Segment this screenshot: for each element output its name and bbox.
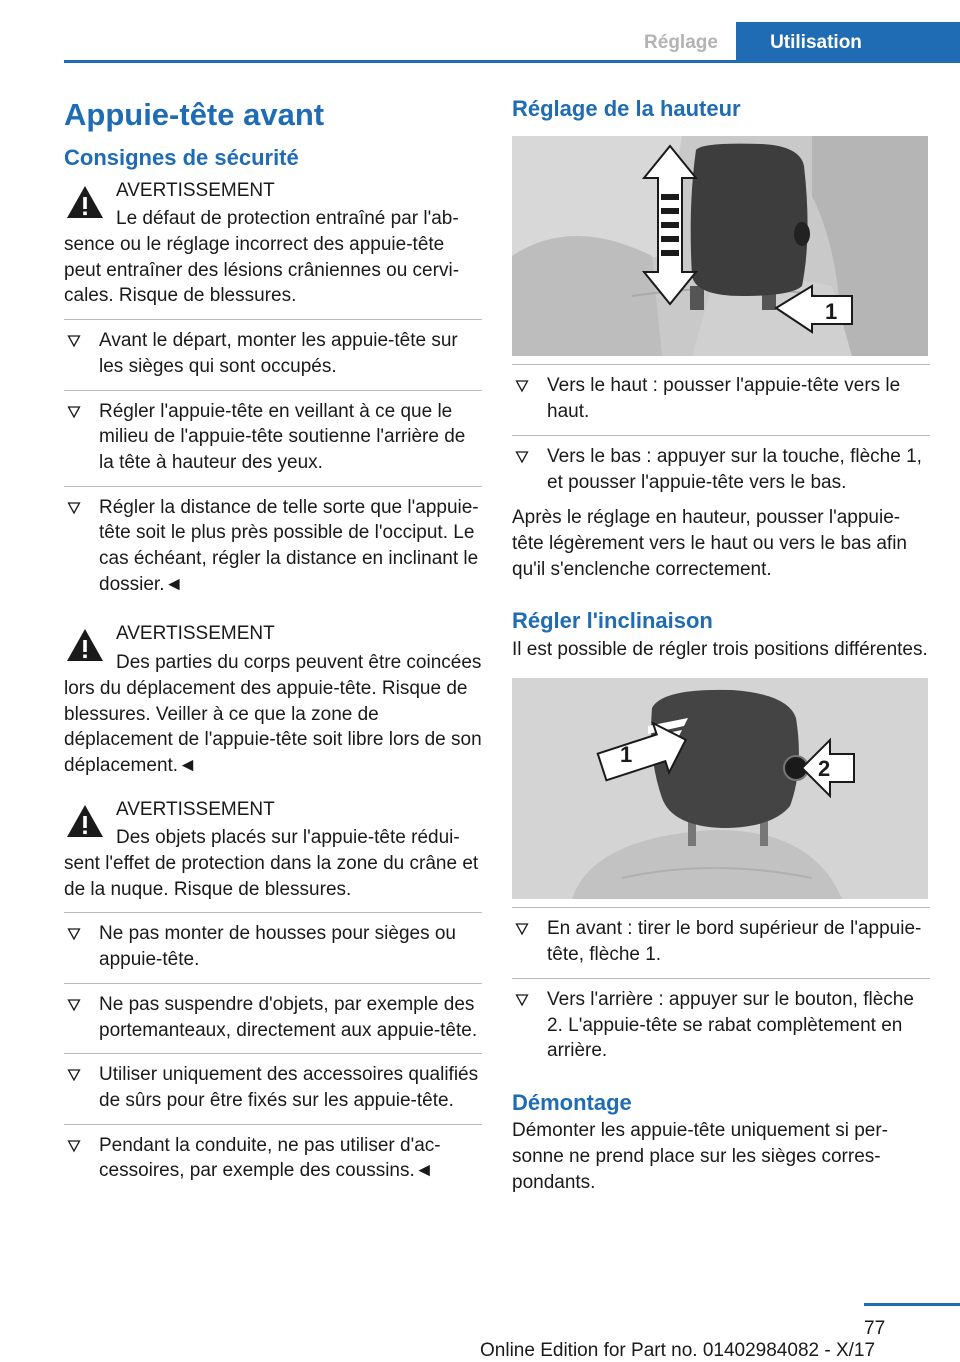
headrest-height-illustration: [512, 136, 928, 356]
list-item-text: Régler la distance de telle sorte que l'appuie-tête soit le plus près possible de l'occiput. Le cas échéant, régler la distance en inclinant le dossier.◄: [99, 496, 479, 595]
list-item-text: Vers le haut : pousser l'appuie-tête vers le haut.: [547, 375, 901, 423]
tab-reglage[interactable]: Réglage: [644, 32, 718, 53]
bullet-arrow-icon: [515, 379, 529, 393]
bullet-arrow-icon: [67, 1068, 81, 1082]
headrest-height-figure: [512, 136, 928, 356]
tilt-heading: Régler l'inclinaison: [512, 608, 713, 634]
list-item: [512, 979, 930, 1074]
safety-heading: Consignes de sécurité: [64, 145, 299, 171]
page-title: Appuie-tête avant: [64, 97, 325, 132]
list-item-text: Avant le départ, monter les appuie-tête sur les sièges qui sont occupés.: [99, 330, 458, 377]
list-item-text: Vers le bas : appuyer sur la touche, flèche 1, et pousser l'appuie-tête vers le bas.: [547, 445, 922, 493]
warning-text: Le défaut de protection entraîné par l'absence ou le réglage incorrect des appuie-tête peut entraîner des lésions crâniennes ou cervicales. Risque de blessures.: [64, 208, 460, 307]
tilt-list: [512, 907, 930, 1074]
list-item-text: Vers l'arrière : appuyer sur le bouton, flèche 2. L'appuie-tête se rabat complètement en arrière.: [547, 988, 914, 1062]
bullet-arrow-icon: [67, 1139, 81, 1153]
callout-label-1: 1: [825, 299, 838, 325]
list-item: [64, 391, 482, 487]
header-rule: [64, 60, 960, 63]
bullet-arrow-icon: [67, 927, 81, 941]
list-item: [64, 1125, 482, 1194]
warning-title: AVERTISSEMENT: [116, 623, 275, 645]
bullet-arrow-icon: [67, 501, 81, 515]
list-item: [512, 908, 930, 978]
bullet-arrow-icon: [515, 450, 529, 464]
list-item-text: Ne pas monter de housses pour sièges ou appuie-tête.: [99, 923, 456, 971]
warning-title: AVERTISSEMENT: [116, 179, 275, 201]
list-item-text: Utiliser uniquement des accessoires qualifiés de sûrs pour être fixés sur les appuie-tête.: [99, 1064, 479, 1111]
height-heading: Réglage de la hauteur: [512, 96, 741, 121]
bullet-arrow-icon: [67, 334, 81, 348]
bullet-arrow-icon: [515, 922, 529, 936]
warning-text: Des objets placés sur l'appuie-tête réduisent l'effet de protection dans la zone du crâne et de la nuque. Risque de blessures.: [64, 827, 479, 900]
left-column: [64, 96, 482, 1194]
list-item: [64, 320, 482, 390]
height-paragraph: Après le réglage en hauteur, pousser l'appuie-tête légèrement vers le haut ou vers le bas afin qu'il s'enclenche correctement.: [512, 507, 908, 580]
bullet-arrow-icon: [515, 993, 529, 1007]
height-list: [512, 364, 930, 505]
warning-title: AVERTISSEMENT: [116, 798, 275, 820]
tab-utilisation[interactable]: Utilisation: [736, 22, 960, 63]
warning-icon: [64, 182, 106, 222]
warning-icon: [64, 801, 106, 841]
list-item: [512, 365, 930, 435]
safety-list-1: [64, 319, 482, 607]
removal-paragraph: Démonter les appuie-tête uniquement si personne ne prend place sur les sièges correspondants.: [512, 1120, 888, 1193]
footer-rule: [864, 1303, 960, 1306]
list-item-text: Ne pas suspendre d'objets, par exemple des portemanteaux, directement aux appuie-tête.: [99, 993, 478, 1041]
list-item-text: Régler l'appuie-tête en veillant à ce que le milieu de l'appuie-tête soutienne l'arrière de la tête à hauteur des yeux.: [99, 400, 466, 473]
warning-block-2: [64, 621, 482, 778]
tilt-paragraph: Il est possible de régler trois positions différentes.: [512, 638, 928, 660]
list-item-text: Pendant la conduite, ne pas utiliser d'accessoires, par exemple des coussins.◄: [99, 1134, 441, 1182]
list-item-text: En avant : tirer le bord supérieur de l'appuie-tête, flèche 1.: [547, 918, 922, 966]
headrest-tilt-figure: [512, 678, 928, 899]
right-column: [512, 96, 930, 1195]
list-item: [64, 984, 482, 1054]
headrest-tilt-illustration: [512, 678, 928, 899]
bullet-arrow-icon: [67, 998, 81, 1012]
page-number: 77: [864, 1318, 886, 1339]
warning-icon: [64, 625, 106, 665]
warning-block-3: [64, 797, 482, 903]
list-item: [64, 913, 482, 983]
list-item: [64, 1054, 482, 1124]
bullet-arrow-icon: [67, 405, 81, 419]
safety-list-2: [64, 912, 482, 1194]
warning-text: Des parties du corps peuvent être coincées lors du déplacement des appuie-tête. Risque de blessures. Veiller à ce que la zone de déplacement de l'appuie-tête soit libre lors de son déplacement.◄: [64, 652, 482, 776]
warning-block-1: [64, 178, 482, 310]
callout-label-2: 2: [818, 756, 831, 782]
list-item: [64, 487, 482, 608]
edition-footer: Online Edition for Part no. 01402984082 - X/17: [480, 1340, 876, 1361]
callout-label-1: 1: [620, 742, 633, 768]
list-item: [512, 436, 930, 505]
removal-heading: Démontage: [512, 1089, 632, 1115]
